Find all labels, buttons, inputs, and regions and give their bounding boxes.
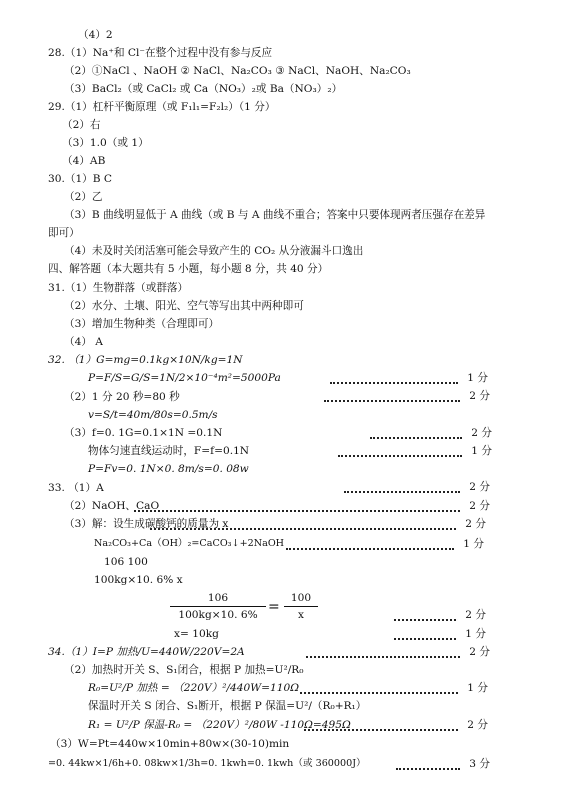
answer-line: 28.（1）Na⁺和 Cl⁻在整个过程中没有参与反应 bbox=[48, 47, 273, 59]
dot-leader bbox=[370, 435, 462, 439]
dot-leader bbox=[134, 508, 460, 512]
fraction-left-bar bbox=[170, 606, 266, 607]
fraction-right-denominator: x bbox=[298, 609, 304, 621]
answer-line: （4）AB bbox=[62, 155, 106, 167]
fraction-left-numerator: 106 bbox=[207, 592, 229, 604]
answer-line: =0. 44kw×1/6h+0. 08kw×1/3h=0. 1kwh=0. 1kwh（或 360000J） bbox=[48, 758, 366, 769]
dot-leader bbox=[300, 690, 458, 694]
score: 1 分 bbox=[471, 445, 492, 457]
score: 2 分 bbox=[469, 646, 490, 658]
score: 2 分 bbox=[469, 481, 490, 493]
score: 2 分 bbox=[469, 390, 490, 402]
answer-line: x= 10kg bbox=[174, 628, 219, 640]
answer-line: （2）加热时开关 S、S₁闭合，根据 P 加热=U²/R₀ bbox=[64, 664, 304, 676]
dot-leader bbox=[394, 617, 456, 621]
answer-line: 30.（1）B C bbox=[48, 173, 113, 185]
answer-line: （3）f=0. 1G=0.1×1N =0.1N bbox=[64, 427, 223, 439]
section-heading: 四、解答题（本大题共有 5 小题，每小题 8 分，共 40 分） bbox=[48, 263, 329, 275]
answer-line: Na₂CO₃+Ca（OH）₂=CaCO₃↓+2NaOH bbox=[94, 538, 285, 549]
answer-line: （2）①NaCl 、NaOH ② NaCl、Na₂CO₃ ③ NaCl、NaOH、Na₂CO₃ bbox=[64, 65, 411, 77]
score: 1 分 bbox=[463, 538, 484, 550]
answer-line: （2）NaOH、CaO bbox=[64, 500, 160, 512]
dot-leader bbox=[324, 398, 460, 402]
answer-line: 100kg×10. 6% x bbox=[94, 574, 183, 586]
answer-line: （2）右 bbox=[62, 119, 101, 131]
score: 2 分 bbox=[471, 427, 492, 439]
dot-leader bbox=[286, 546, 454, 550]
answer-line: （3）BaCl₂（或 CaCl₂ 或 Ca（NO₃）₂或 Ba（NO₃）₂） bbox=[64, 83, 343, 95]
answer-line: P=F/S=G/S=1N/2×10⁻⁴m²=5000Pa bbox=[88, 372, 281, 384]
answer-line: 106 100 bbox=[104, 556, 148, 568]
answer-line: v=S/t=40m/80s=0.5m/s bbox=[88, 409, 218, 421]
answer-line: 物体匀速直线运动时，F=f=0.1N bbox=[88, 445, 250, 457]
answer-line: P=Fv=0. 1N×0. 8m/s=0. 08w bbox=[88, 463, 249, 475]
dot-leader bbox=[330, 380, 458, 384]
dot-leader bbox=[150, 526, 456, 530]
answer-line: 即可） bbox=[48, 227, 80, 239]
answer-line: （3）1.0（或 1） bbox=[62, 137, 149, 149]
fraction-right-bar bbox=[284, 606, 318, 607]
dot-leader bbox=[306, 654, 460, 658]
dot-leader bbox=[338, 453, 462, 457]
fraction-equals: = bbox=[268, 599, 280, 615]
score: 2 分 bbox=[467, 719, 488, 731]
answer-line: （2）1 分 20 秒=80 秒 bbox=[64, 391, 180, 403]
answer-line: 33. （1）A bbox=[48, 482, 104, 494]
answer-line: R₀=U²/P 加热 = （220V）²/440W=110Ω bbox=[88, 682, 300, 694]
fraction-left-denominator: 100kg×10. 6% bbox=[178, 609, 258, 621]
score: 1 分 bbox=[465, 628, 486, 640]
score: 3 分 bbox=[469, 758, 490, 770]
score: 2 分 bbox=[465, 609, 486, 621]
score: 1 分 bbox=[467, 372, 488, 384]
answer-line: （2）乙 bbox=[64, 191, 103, 203]
answer-line: （3）W=Pt=440w×10min+80w×(30-10)min bbox=[50, 738, 290, 750]
score: 2 分 bbox=[469, 500, 490, 512]
answer-line: （4）未及时关闭活塞可能会导致产生的 CO₂ 从分液漏斗口逸出 bbox=[64, 245, 364, 257]
answer-line: （3）解：设生成碳酸钙的质量为 x bbox=[64, 518, 229, 530]
answer-line: （2）水分、土壤、阳光、空气等写出其中两种即可 bbox=[64, 300, 304, 312]
score: 2 分 bbox=[465, 518, 486, 530]
answer-line: （3）增加生物种类（合理即可） bbox=[64, 318, 220, 330]
fraction-right-numerator: 100 bbox=[290, 592, 312, 604]
answer-line: 32. （1）G=mg=0.1kg×10N/kg=1N bbox=[48, 354, 243, 366]
answer-line: 保温时开关 S 闭合、S₁断开，根据 P 保温=U²/（R₀+R₁） bbox=[88, 700, 367, 712]
answer-line: （4） A bbox=[64, 336, 103, 348]
answer-line: 29.（1）杠杆平衡原理（或 F₁l₁=F₂l₂）（1 分） bbox=[48, 101, 276, 113]
dot-leader bbox=[344, 489, 460, 493]
dot-leader bbox=[304, 727, 458, 731]
dot-leader bbox=[394, 636, 456, 640]
answer-line: （4）2 bbox=[78, 29, 113, 41]
answer-line: （3）B 曲线明显低于 A 曲线（或 B 与 A 曲线不重合；答案中只要体现两者压强存在差异 bbox=[64, 209, 486, 221]
answer-line: R₁ = U²/P 保温-R₀ = （220V）²/80W -110Ω=495Ω bbox=[88, 719, 351, 731]
answer-line: 31.（1）生物群落（或群落） bbox=[48, 282, 189, 294]
answer-line: 34.（1）I=P 加热/U=440W/220V=2A bbox=[48, 646, 245, 658]
dot-leader bbox=[396, 766, 460, 770]
score: 1 分 bbox=[467, 682, 488, 694]
